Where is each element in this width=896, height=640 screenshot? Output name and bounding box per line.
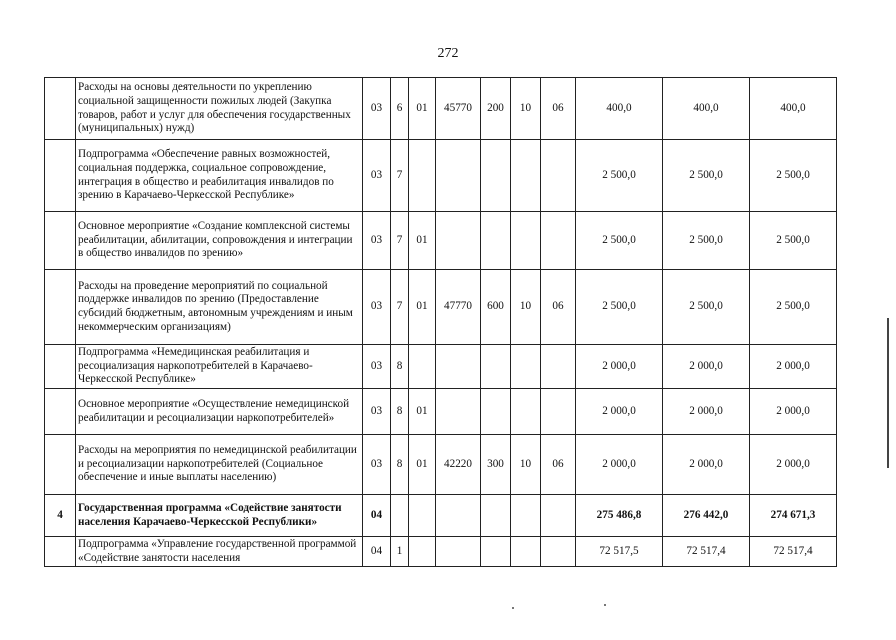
row-number — [45, 435, 76, 495]
amount-year-2: 276 442,0 — [663, 495, 750, 537]
code-division — [511, 495, 541, 537]
amount-year-3: 2 000,0 — [750, 389, 837, 435]
code-expense-type — [481, 537, 511, 567]
amount-year-1: 2 000,0 — [576, 389, 663, 435]
code-division: 10 — [511, 78, 541, 140]
code-direction — [436, 140, 481, 212]
code-subdivision — [541, 345, 576, 389]
code-expense-type — [481, 212, 511, 270]
code-expense-type: 200 — [481, 78, 511, 140]
amount-year-3: 2 000,0 — [750, 345, 837, 389]
row-name: Государственная программа «Содействие занятости населения Карачаево-Черкесской Республики» — [76, 495, 363, 537]
scan-speck — [604, 604, 606, 606]
amount-year-2: 400,0 — [663, 78, 750, 140]
row-name: Подпрограмма «Обеспечение равных возможностей, социальная поддержка, социальное сопровождение, интеграция в общество и реабилитация инвалидов по зрению в Карачаево-Черкесской Республике» — [76, 140, 363, 212]
amount-year-1: 275 486,8 — [576, 495, 663, 537]
row-number — [45, 270, 76, 345]
code-subdivision: 06 — [541, 78, 576, 140]
code-expense-type: 600 — [481, 270, 511, 345]
code-section: 03 — [363, 78, 391, 140]
amount-year-3: 2 000,0 — [750, 435, 837, 495]
code-subdivision — [541, 212, 576, 270]
code-section: 03 — [363, 140, 391, 212]
amount-year-1: 2 500,0 — [576, 270, 663, 345]
amount-year-3: 2 500,0 — [750, 270, 837, 345]
code-direction: 45770 — [436, 78, 481, 140]
row-name: Расходы на проведение мероприятий по социальной поддержке инвалидов по зрению (Предоставление субсидий бюджетным, автономным учреждениям и иным некоммерческим организациям) — [76, 270, 363, 345]
code-section: 03 — [363, 212, 391, 270]
row-number — [45, 537, 76, 567]
code-expense-type — [481, 495, 511, 537]
code-event: 01 — [409, 389, 436, 435]
table-row — [45, 495, 837, 537]
code-division: 10 — [511, 435, 541, 495]
code-subprogram: 7 — [391, 212, 409, 270]
amount-year-2: 2 500,0 — [663, 140, 750, 212]
row-name: Основное мероприятие «Создание комплексной системы реабилитации, абилитации, сопровождения и интеграции в общество инвалидов по зрению» — [76, 212, 363, 270]
row-number — [45, 212, 76, 270]
code-direction — [436, 345, 481, 389]
code-section: 03 — [363, 345, 391, 389]
table-row — [45, 140, 837, 212]
code-division — [511, 212, 541, 270]
amount-year-2: 2 500,0 — [663, 212, 750, 270]
code-division — [511, 537, 541, 567]
amount-year-3: 400,0 — [750, 78, 837, 140]
code-subprogram: 8 — [391, 435, 409, 495]
row-name: Подпрограмма «Немедицинская реабилитация и ресоциализация наркопотребителей в Карачаево-Черкесской Республике» — [76, 345, 363, 389]
amount-year-3: 72 517,4 — [750, 537, 837, 567]
amount-year-1: 2 000,0 — [576, 345, 663, 389]
amount-year-2: 2 500,0 — [663, 270, 750, 345]
code-subprogram: 8 — [391, 345, 409, 389]
amount-year-1: 400,0 — [576, 78, 663, 140]
table-row — [45, 212, 837, 270]
code-direction — [436, 495, 481, 537]
code-section: 03 — [363, 389, 391, 435]
row-name: Подпрограмма «Управление государственной программой «Содействие занятости населения — [76, 537, 363, 567]
code-event: 01 — [409, 78, 436, 140]
code-direction — [436, 389, 481, 435]
code-subdivision: 06 — [541, 435, 576, 495]
scan-edge-line — [887, 318, 889, 468]
row-name: Расходы на мероприятия по немедицинской реабилитации и ресоциализации наркопотребителей (Социальное обеспечение и иные выплаты населению) — [76, 435, 363, 495]
code-event: 01 — [409, 270, 436, 345]
amount-year-2: 72 517,4 — [663, 537, 750, 567]
amount-year-3: 2 500,0 — [750, 140, 837, 212]
amount-year-1: 2 500,0 — [576, 140, 663, 212]
amount-year-2: 2 000,0 — [663, 345, 750, 389]
table-row — [45, 389, 837, 435]
code-subprogram — [391, 495, 409, 537]
amount-year-1: 2 500,0 — [576, 212, 663, 270]
table-body — [45, 78, 837, 567]
code-section: 04 — [363, 495, 391, 537]
code-subprogram: 7 — [391, 270, 409, 345]
code-direction: 42220 — [436, 435, 481, 495]
code-division — [511, 345, 541, 389]
code-subdivision — [541, 537, 576, 567]
table-row — [45, 435, 837, 495]
code-event — [409, 495, 436, 537]
code-subdivision: 06 — [541, 270, 576, 345]
code-subprogram: 7 — [391, 140, 409, 212]
row-number — [45, 78, 76, 140]
row-number — [45, 140, 76, 212]
code-subdivision — [541, 389, 576, 435]
row-number — [45, 389, 76, 435]
row-number: 4 — [45, 495, 76, 537]
amount-year-1: 2 000,0 — [576, 435, 663, 495]
row-name: Расходы на основы деятельности по укреплению социальной защищенности пожилых людей (Закупка товаров, работ и услуг для обеспечения государственных (муниципальных) нужд) — [76, 78, 363, 140]
code-expense-type: 300 — [481, 435, 511, 495]
code-event — [409, 345, 436, 389]
table-row — [45, 345, 837, 389]
code-division — [511, 389, 541, 435]
row-number — [45, 345, 76, 389]
scan-speck — [512, 607, 514, 609]
code-expense-type — [481, 389, 511, 435]
code-subdivision — [541, 495, 576, 537]
code-event: 01 — [409, 435, 436, 495]
code-section: 03 — [363, 435, 391, 495]
code-event: 01 — [409, 212, 436, 270]
table-row — [45, 537, 837, 567]
code-section: 04 — [363, 537, 391, 567]
code-direction — [436, 537, 481, 567]
row-name: Основное мероприятие «Осуществление немедицинской реабилитации и ресоциализации наркопотребителей» — [76, 389, 363, 435]
code-direction: 47770 — [436, 270, 481, 345]
code-expense-type — [481, 345, 511, 389]
code-subdivision — [541, 140, 576, 212]
table-row — [45, 78, 837, 140]
amount-year-3: 2 500,0 — [750, 212, 837, 270]
amount-year-1: 72 517,5 — [576, 537, 663, 567]
code-event — [409, 537, 436, 567]
code-section: 03 — [363, 270, 391, 345]
amount-year-2: 2 000,0 — [663, 435, 750, 495]
code-subprogram: 6 — [391, 78, 409, 140]
amount-year-2: 2 000,0 — [663, 389, 750, 435]
code-division — [511, 140, 541, 212]
budget-table — [44, 77, 837, 567]
code-direction — [436, 212, 481, 270]
code-division: 10 — [511, 270, 541, 345]
code-subprogram: 8 — [391, 389, 409, 435]
code-event — [409, 140, 436, 212]
amount-year-3: 274 671,3 — [750, 495, 837, 537]
page-number: 272 — [437, 46, 459, 61]
code-expense-type — [481, 140, 511, 212]
table-row — [45, 270, 837, 345]
code-subprogram: 1 — [391, 537, 409, 567]
